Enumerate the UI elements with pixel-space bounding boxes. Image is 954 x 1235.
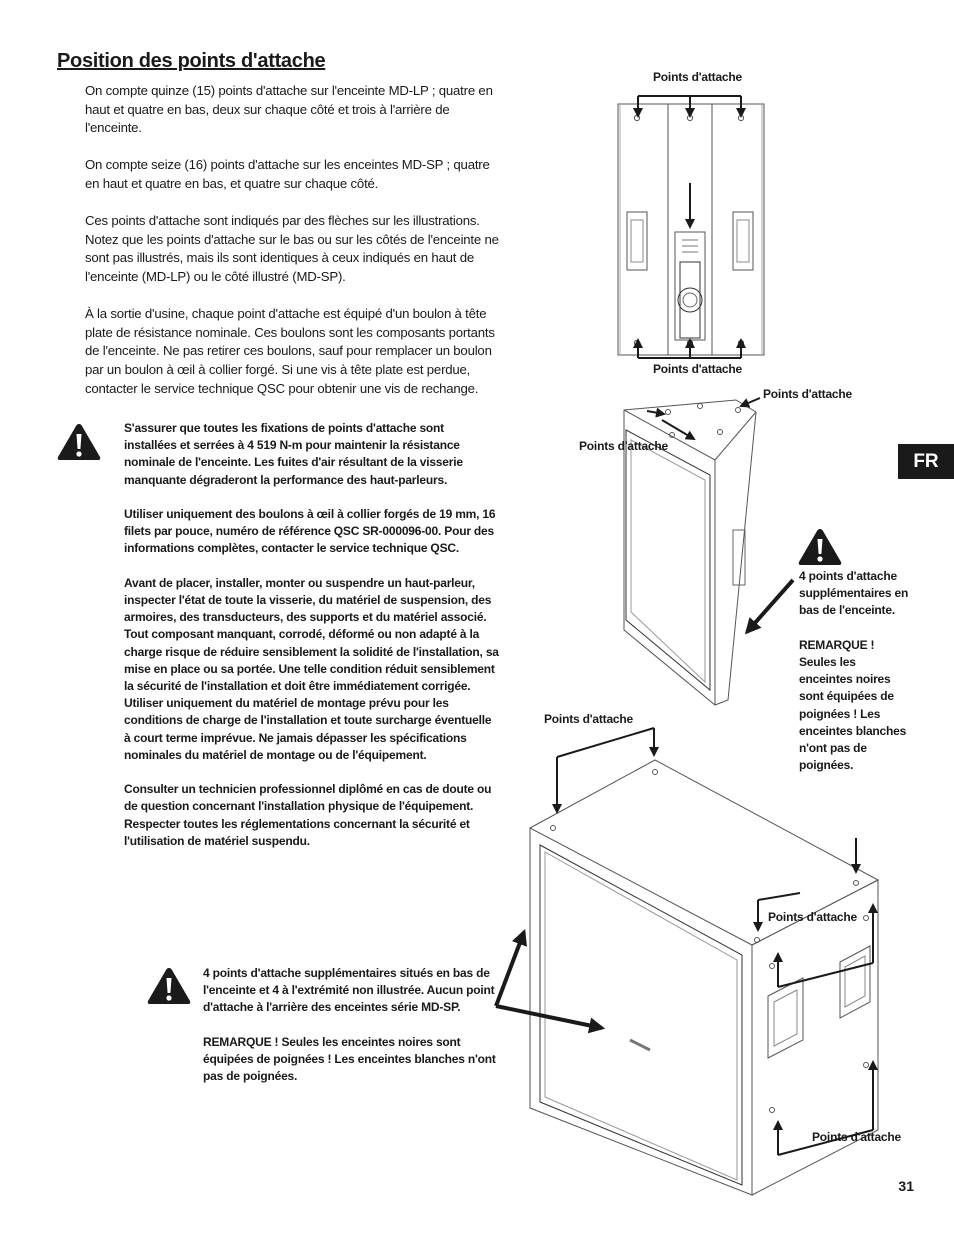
wedge-bottom-arrow [747,580,793,632]
rear-view-cabinet [618,104,764,355]
warning-paragraph: Consulter un technicien professionnel diplômé en cas de doute ou de question concernant l'installation physique de l'équipement. Respecter toutes les réglementations concernant la sécurité et l'utilisation de matériel suspendu. [124,782,492,848]
wedge-arrows [647,398,760,439]
label-wedge-right: Points d'attache [763,387,853,401]
subwoofer-top-arrows [557,728,856,872]
intro-paragraph: Ces points d'attache sont indiqués par des flèches sur les illustrations. Notez que les points d'attache sur le bas ou sur les côtés de l'enceinte ne sont pas illustrés, mais ils sont identiques à ceux indiqués en haut de l'enceinte (MD-LP) ou le côté illustré (MD-SP). [85,213,499,284]
subwoofer-side-arrows [758,893,873,987]
label-top-rear: Points d'attache [653,70,743,84]
page-number: 31 [898,1178,914,1194]
label-sub-top: Points d'attache [544,712,634,726]
note-paragraph: 4 points d'attache supplémentaires en bas de l'enceinte. [799,569,909,618]
warning-paragraph: Utiliser uniquement des boulons à œil à collier forgés de 19 mm, 16 filets par pouce, numéro de référence QSC SR-000096-00. Pour des informations complètes, contacter le service technique QSC. [124,507,496,556]
warning-paragraph: S'assurer que toutes les fixations de points d'attache sont installées et serrées à 4 519 N-m pour maintenir la résistance nominale de l'enceinte. Les fuites d'air résultant de la visserie manquante dégraderont la performance des haut-parleurs. [124,421,463,487]
label-wedge-left: Points d'attache [579,439,669,453]
intro-paragraph: On compte seize (16) points d'attache sur les enceintes MD-SP ; quatre en haut et quatre en bas, et quatre sur chaque côté. [85,157,490,191]
language-tab: FR [898,444,954,479]
label-sub-side: Points d'attache [768,910,858,924]
label-sub-bottom: Points d'attache [812,1130,902,1144]
warning-paragraph: Avant de placer, installer, monter ou suspendre un haut-parleur, inspecter l'état de toute la visserie, du matériel de suspension, des armoires, des transducteurs, des supports et du matériel associé. Tout composant manquant, corrodé, déformé ou non adapté à la charge risque de réduire sensiblement la solidité de l'installation, sa mise en place ou sa portée. Une telle condition réduit sensiblement la sécurité de l'installation et doit être immédiatement corrigée. Utiliser uniquement du matériel de montage prévu pour les conditions de charge de l'installation et toute surcharge éventuelle à court terme imprévue. Ne jamais dépasser les spécifications nominales du matériel de montage ou de l'équipement. [124,575,499,762]
intro-paragraph: On compte quinze (15) points d'attache sur l'enceinte MD-LP ; quatre en haut et quatre en bas, deux sur chaque côté et trois à l'arrière de l'enceinte. [85,83,493,136]
label-bottom-rear: Points d'attache [653,362,743,376]
subwoofer-bottom-note-arrows [496,932,602,1028]
note-paragraph: REMARQUE ! Seules les enceintes noires sont équipées de poignées ! Les enceintes blanches n'ont pas de poignées. [203,1034,496,1084]
intro-paragraph: À la sortie d'usine, chaque point d'attache est équipé d'un boulon à tête plate de résistance nominale. Ces boulons sont les composants portants de l'enceinte. Ne pas retirer ces boulons, sauf pour remplacer un boulon par un boulon à œil à collier forgé. Si une vis à tête plate est perdue, contacter le service technique QSC pour obtenir une vis de rechange. [85,306,495,396]
rear-top-arrows [638,96,741,227]
note-paragraph: REMARQUE ! Seules les enceintes noires sont équipées de poignées ! Les enceintes blanches n'ont pas de poignées. [799,637,907,773]
note-paragraph: 4 points d'attache supplémentaires situés en bas de l'enceinte et 4 à l'extrémité non illustrée. Aucun point d'attache à l'arrière des enceintes série MD-SP. [203,966,495,1015]
page-title: Position des points d'attache [57,50,326,72]
